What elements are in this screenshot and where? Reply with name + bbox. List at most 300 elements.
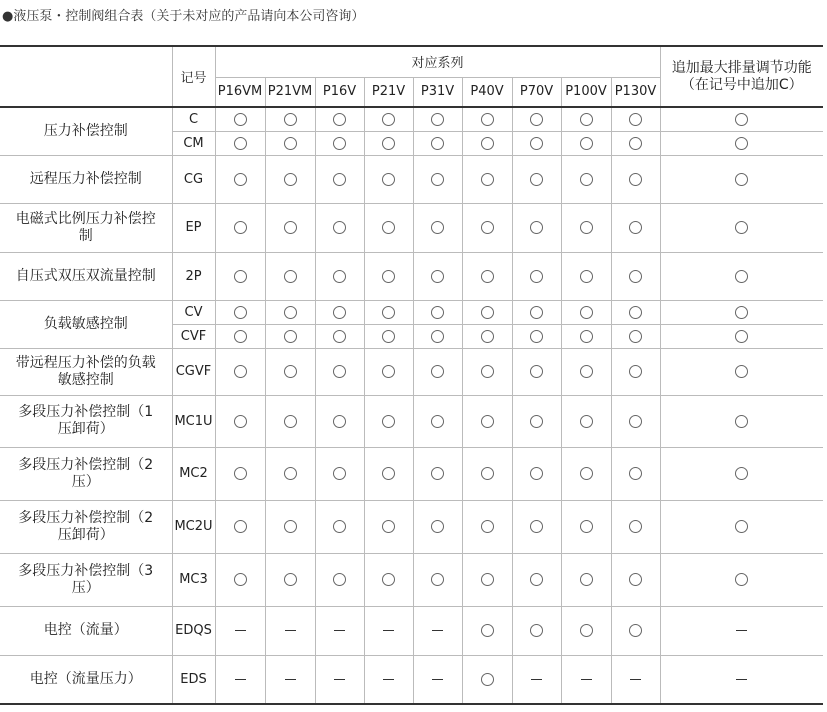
compatibility-cell (512, 500, 561, 553)
supported-circle-icon (333, 573, 346, 586)
compatibility-cell (611, 131, 660, 155)
compatibility-cell (462, 447, 512, 500)
extra-function-cell (660, 348, 823, 395)
supported-circle-icon (629, 573, 642, 586)
supported-circle-icon (382, 113, 395, 126)
table-row (0, 395, 823, 447)
control-type-name: 带远程压力补偿的负载敏感控制 (0, 348, 172, 395)
compatibility-cell (611, 300, 660, 324)
table-row (0, 606, 823, 655)
extra-function-cell (660, 324, 823, 348)
series-column-p21v: P21V (364, 77, 413, 107)
supported-circle-icon (580, 270, 593, 283)
supported-circle-icon (284, 415, 297, 428)
compatibility-cell (315, 606, 364, 655)
supported-circle-icon (735, 270, 748, 283)
compatibility-cell (215, 155, 265, 203)
compatibility-cell (265, 348, 315, 395)
supported-circle-icon (530, 415, 543, 428)
compatibility-cell (265, 606, 315, 655)
supported-circle-icon (382, 221, 395, 234)
supported-circle-icon (333, 137, 346, 150)
supported-circle-icon (382, 330, 395, 343)
compatibility-cell (265, 131, 315, 155)
compatibility-cell (413, 500, 462, 553)
supported-circle-icon (530, 173, 543, 186)
compatibility-cell (413, 447, 462, 500)
extra-function-cell (660, 606, 823, 655)
supported-circle-icon (580, 306, 593, 319)
control-code: 2P (172, 252, 215, 300)
compatibility-cell (364, 252, 413, 300)
extra-function-cell (660, 107, 823, 131)
compatibility-cell (413, 300, 462, 324)
compatibility-cell (462, 300, 512, 324)
extra-function-cell (660, 447, 823, 500)
supported-circle-icon (382, 270, 395, 283)
supported-circle-icon (284, 137, 297, 150)
compatibility-cell (265, 447, 315, 500)
compatibility-cell (462, 395, 512, 447)
supported-circle-icon (431, 113, 444, 126)
supported-circle-icon (382, 520, 395, 533)
control-type-name: 电控（流量） (0, 606, 172, 655)
control-code: CGVF (172, 348, 215, 395)
compatibility-cell (561, 324, 611, 348)
compatibility-cell (413, 155, 462, 203)
control-type-name: 自压式双压双流量控制 (0, 252, 172, 300)
compatibility-cell (462, 348, 512, 395)
supported-circle-icon (629, 330, 642, 343)
supported-circle-icon (629, 270, 642, 283)
code-header: 记号 (172, 46, 215, 107)
compatibility-cell (265, 655, 315, 704)
control-code: CG (172, 155, 215, 203)
supported-circle-icon (431, 520, 444, 533)
compatibility-cell (265, 324, 315, 348)
supported-circle-icon (382, 365, 395, 378)
compatibility-cell (364, 655, 413, 704)
compatibility-cell (413, 252, 462, 300)
control-type-name: 多段压力补偿控制（2压） (0, 447, 172, 500)
compatibility-cell (561, 655, 611, 704)
supported-circle-icon (382, 573, 395, 586)
supported-circle-icon (530, 330, 543, 343)
control-code: EDS (172, 655, 215, 704)
supported-circle-icon (333, 270, 346, 283)
compatibility-cell (364, 447, 413, 500)
compatibility-cell (265, 155, 315, 203)
compatibility-cell (561, 203, 611, 252)
compatibility-cell (215, 252, 265, 300)
supported-circle-icon (629, 624, 642, 637)
control-type-name: 电控（流量压力） (0, 655, 172, 704)
table-row (0, 203, 823, 252)
compatibility-cell (462, 107, 512, 131)
supported-circle-icon (735, 330, 748, 343)
supported-circle-icon (234, 137, 247, 150)
supported-circle-icon (382, 137, 395, 150)
compatibility-cell (315, 348, 364, 395)
supported-circle-icon (629, 365, 642, 378)
control-type-name: 多段压力补偿控制（2压卸荷） (0, 500, 172, 553)
unsupported-dash-icon (383, 679, 394, 680)
table-row (0, 553, 823, 606)
unsupported-dash-icon (383, 630, 394, 631)
compatibility-cell (364, 300, 413, 324)
unsupported-dash-icon (334, 679, 345, 680)
supported-circle-icon (431, 573, 444, 586)
supported-circle-icon (333, 415, 346, 428)
supported-circle-icon (530, 467, 543, 480)
table-row (0, 107, 823, 131)
supported-circle-icon (580, 113, 593, 126)
compatibility-cell (215, 553, 265, 606)
supported-circle-icon (481, 467, 494, 480)
control-code: MC3 (172, 553, 215, 606)
pump-valve-combination-table (0, 45, 823, 705)
compatibility-cell (364, 553, 413, 606)
supported-circle-icon (580, 624, 593, 637)
supported-circle-icon (431, 415, 444, 428)
compatibility-cell (364, 324, 413, 348)
supported-circle-icon (382, 306, 395, 319)
supported-circle-icon (629, 467, 642, 480)
supported-circle-icon (431, 306, 444, 319)
unsupported-dash-icon (334, 630, 345, 631)
supported-circle-icon (481, 573, 494, 586)
compatibility-cell (462, 500, 512, 553)
series-column-p16vm: P16VM (215, 77, 265, 107)
supported-circle-icon (735, 520, 748, 533)
supported-circle-icon (580, 520, 593, 533)
compatibility-cell (462, 155, 512, 203)
supported-circle-icon (234, 365, 247, 378)
compatibility-cell (215, 655, 265, 704)
supported-circle-icon (629, 221, 642, 234)
supported-circle-icon (735, 415, 748, 428)
unsupported-dash-icon (285, 630, 296, 631)
control-type-name: 远程压力补偿控制 (0, 155, 172, 203)
compatibility-cell (215, 395, 265, 447)
supported-circle-icon (431, 365, 444, 378)
compatibility-cell (611, 553, 660, 606)
compatibility-cell (611, 252, 660, 300)
supported-circle-icon (629, 306, 642, 319)
supported-circle-icon (735, 137, 748, 150)
supported-circle-icon (629, 173, 642, 186)
compatibility-cell (462, 203, 512, 252)
control-type-name: 压力补偿控制 (0, 107, 172, 155)
control-type-name: 负载敏感控制 (0, 300, 172, 348)
supported-circle-icon (481, 673, 494, 686)
supported-circle-icon (481, 624, 494, 637)
unsupported-dash-icon (630, 679, 641, 680)
compatibility-cell (462, 252, 512, 300)
compatibility-cell (315, 324, 364, 348)
supported-circle-icon (333, 365, 346, 378)
table-row (0, 252, 823, 300)
supported-circle-icon (382, 415, 395, 428)
compatibility-cell (512, 252, 561, 300)
supported-circle-icon (629, 415, 642, 428)
unsupported-dash-icon (235, 679, 246, 680)
compatibility-cell (364, 348, 413, 395)
series-column-p40v: P40V (462, 77, 512, 107)
compatibility-cell (561, 155, 611, 203)
compatibility-cell (265, 107, 315, 131)
compatibility-cell (215, 447, 265, 500)
compatibility-cell (315, 300, 364, 324)
compatibility-cell (561, 131, 611, 155)
compatibility-cell (462, 606, 512, 655)
compatibility-cell (364, 203, 413, 252)
supported-circle-icon (284, 306, 297, 319)
compatibility-cell (462, 655, 512, 704)
supported-circle-icon (481, 415, 494, 428)
control-code: CVF (172, 324, 215, 348)
supported-circle-icon (234, 520, 247, 533)
compatibility-cell (512, 203, 561, 252)
compatibility-cell (413, 324, 462, 348)
supported-circle-icon (431, 467, 444, 480)
supported-circle-icon (530, 573, 543, 586)
compatibility-cell (265, 500, 315, 553)
supported-circle-icon (580, 365, 593, 378)
unsupported-dash-icon (432, 630, 443, 631)
supported-circle-icon (431, 270, 444, 283)
compatibility-cell (265, 395, 315, 447)
supported-circle-icon (580, 573, 593, 586)
compatibility-cell (364, 131, 413, 155)
compatibility-cell (364, 395, 413, 447)
extra-function-cell (660, 553, 823, 606)
compatibility-cell (611, 203, 660, 252)
compatibility-cell (512, 655, 561, 704)
control-code: EP (172, 203, 215, 252)
compatibility-cell (413, 655, 462, 704)
table-row (0, 348, 823, 395)
supported-circle-icon (284, 520, 297, 533)
supported-circle-icon (284, 113, 297, 126)
supported-circle-icon (530, 520, 543, 533)
supported-circle-icon (580, 415, 593, 428)
supported-circle-icon (530, 221, 543, 234)
supported-circle-icon (580, 330, 593, 343)
table-row (0, 447, 823, 500)
supported-circle-icon (431, 221, 444, 234)
compatibility-cell (561, 252, 611, 300)
supported-circle-icon (284, 173, 297, 186)
compatibility-cell (413, 131, 462, 155)
unsupported-dash-icon (531, 679, 542, 680)
compatibility-cell (611, 500, 660, 553)
supported-circle-icon (735, 221, 748, 234)
supported-circle-icon (481, 270, 494, 283)
supported-circle-icon (234, 415, 247, 428)
compatibility-cell (364, 155, 413, 203)
compatibility-cell (561, 107, 611, 131)
compatibility-cell (265, 252, 315, 300)
extra-function-cell (660, 155, 823, 203)
supported-circle-icon (234, 221, 247, 234)
compatibility-cell (413, 107, 462, 131)
supported-circle-icon (735, 113, 748, 126)
compatibility-cell (611, 447, 660, 500)
supported-circle-icon (234, 306, 247, 319)
supported-circle-icon (431, 137, 444, 150)
compatibility-cell (413, 606, 462, 655)
supported-circle-icon (481, 113, 494, 126)
table-row (0, 500, 823, 553)
supported-circle-icon (629, 520, 642, 533)
supported-circle-icon (234, 573, 247, 586)
table-title: ●液压泵・控制阀组合表（关于未对应的产品请向本公司咨询） (2, 9, 365, 24)
extra-function-cell (660, 131, 823, 155)
compatibility-cell (512, 606, 561, 655)
supported-circle-icon (629, 113, 642, 126)
extra-function-cell (660, 252, 823, 300)
series-column-p21vm: P21VM (265, 77, 315, 107)
compatibility-cell (611, 655, 660, 704)
compatibility-cell (215, 107, 265, 131)
supported-circle-icon (284, 270, 297, 283)
compatibility-cell (315, 655, 364, 704)
supported-circle-icon (333, 467, 346, 480)
compatibility-cell (512, 395, 561, 447)
supported-circle-icon (735, 173, 748, 186)
unsupported-dash-icon (235, 630, 246, 631)
compatibility-cell (215, 500, 265, 553)
compatibility-cell (215, 300, 265, 324)
compatibility-cell (315, 155, 364, 203)
compatibility-cell (512, 300, 561, 324)
compatibility-cell (611, 395, 660, 447)
supported-circle-icon (284, 467, 297, 480)
compatibility-cell (462, 324, 512, 348)
blank-header (0, 46, 172, 107)
supported-circle-icon (481, 330, 494, 343)
table-row (0, 155, 823, 203)
supported-circle-icon (431, 173, 444, 186)
compatibility-cell (265, 300, 315, 324)
supported-circle-icon (735, 365, 748, 378)
control-type-name: 多段压力补偿控制（1压卸荷） (0, 395, 172, 447)
control-code: CM (172, 131, 215, 155)
compatibility-cell (315, 395, 364, 447)
unsupported-dash-icon (736, 679, 747, 680)
extra-function-header: 追加最大排量调节功能（在记号中追加C） (660, 46, 823, 107)
extra-function-cell (660, 203, 823, 252)
supported-circle-icon (481, 520, 494, 533)
compatibility-cell (315, 131, 364, 155)
compatibility-cell (413, 203, 462, 252)
series-column-p100v: P100V (561, 77, 611, 107)
supported-circle-icon (530, 306, 543, 319)
control-type-name: 多段压力补偿控制（3压） (0, 553, 172, 606)
extra-function-cell (660, 300, 823, 324)
compatibility-cell (561, 500, 611, 553)
supported-circle-icon (481, 365, 494, 378)
supported-circle-icon (284, 573, 297, 586)
compatibility-cell (315, 252, 364, 300)
control-code: C (172, 107, 215, 131)
compatibility-cell (315, 107, 364, 131)
supported-circle-icon (333, 520, 346, 533)
compatibility-cell (315, 203, 364, 252)
series-column-p16v: P16V (315, 77, 364, 107)
extra-function-cell (660, 395, 823, 447)
supported-circle-icon (530, 365, 543, 378)
control-code: MC2 (172, 447, 215, 500)
series-column-p31v: P31V (413, 77, 462, 107)
supported-circle-icon (580, 137, 593, 150)
supported-circle-icon (333, 306, 346, 319)
compatibility-cell (512, 107, 561, 131)
unsupported-dash-icon (285, 679, 296, 680)
supported-circle-icon (333, 330, 346, 343)
supported-circle-icon (530, 270, 543, 283)
compatibility-cell (611, 324, 660, 348)
supported-circle-icon (735, 573, 748, 586)
supported-circle-icon (481, 137, 494, 150)
compatibility-cell (462, 553, 512, 606)
compatibility-cell (315, 447, 364, 500)
compatibility-cell (265, 553, 315, 606)
supported-circle-icon (530, 113, 543, 126)
compatibility-cell (413, 348, 462, 395)
compatibility-cell (561, 553, 611, 606)
supported-circle-icon (234, 330, 247, 343)
supported-circle-icon (481, 221, 494, 234)
compatibility-cell (512, 553, 561, 606)
compatibility-cell (512, 324, 561, 348)
supported-circle-icon (333, 173, 346, 186)
compatibility-cell (611, 606, 660, 655)
supported-circle-icon (284, 330, 297, 343)
supported-circle-icon (284, 365, 297, 378)
supported-circle-icon (580, 173, 593, 186)
unsupported-dash-icon (736, 630, 747, 631)
compatibility-cell (215, 348, 265, 395)
compatibility-cell (413, 553, 462, 606)
compatibility-cell (364, 500, 413, 553)
compatibility-cell (561, 606, 611, 655)
extra-function-cell (660, 655, 823, 704)
supported-circle-icon (735, 306, 748, 319)
control-type-name: 电磁式比例压力补偿控制 (0, 203, 172, 252)
series-header: 对应系列 (215, 46, 660, 77)
supported-circle-icon (580, 221, 593, 234)
compatibility-cell (215, 606, 265, 655)
supported-circle-icon (382, 173, 395, 186)
compatibility-cell (364, 606, 413, 655)
compatibility-cell (364, 107, 413, 131)
unsupported-dash-icon (581, 679, 592, 680)
compatibility-cell (265, 203, 315, 252)
compatibility-cell (611, 107, 660, 131)
compatibility-cell (512, 131, 561, 155)
compatibility-cell (215, 203, 265, 252)
supported-circle-icon (530, 624, 543, 637)
supported-circle-icon (333, 113, 346, 126)
table-row (0, 655, 823, 704)
supported-circle-icon (333, 221, 346, 234)
compatibility-cell (561, 348, 611, 395)
table-row (0, 300, 823, 324)
supported-circle-icon (234, 173, 247, 186)
supported-circle-icon (481, 173, 494, 186)
